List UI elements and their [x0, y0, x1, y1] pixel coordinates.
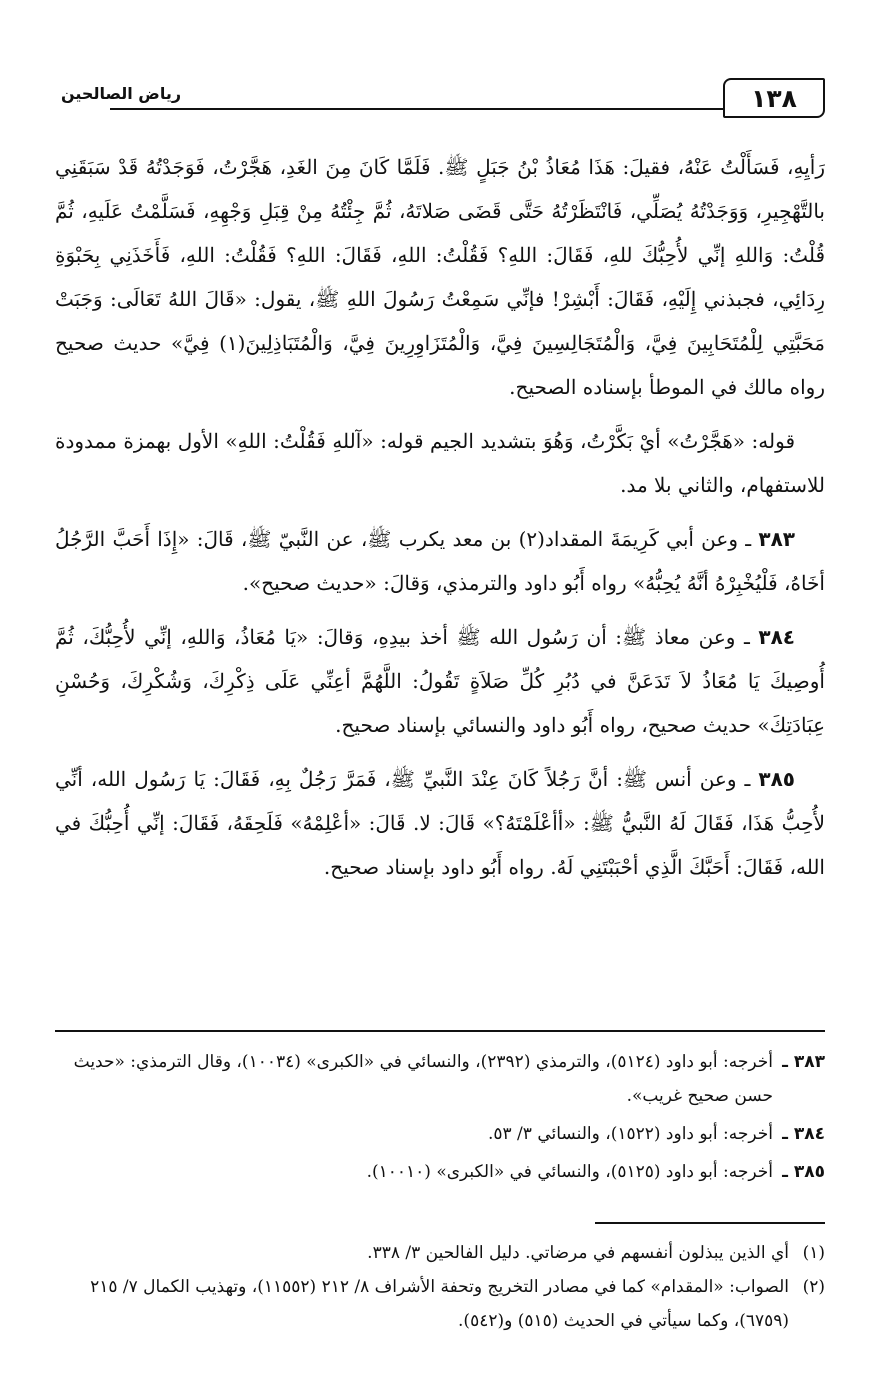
- commentary-paragraph: قوله: «هَجَّرْتُ» أيْ بَكَّرْتُ، وَهُوَ بتشديد الجيم قوله: «آللهِ فَقُلْتُ: اللهِ» الأول بهمزة ممدودة للاستفهام، والثاني بلا مد.: [55, 429, 825, 497]
- hadith-text: ـ وعن أنس ﷺ: أنَّ رَجُلاً كَانَ عِنْدَ النَّبيِّ ﷺ، فَمَرَّ رَجُلٌ بِهِ، فَقَالَ: يَا رَسُول الله، أنِّي لأُحِبُّ هَذَا، فَقَالَ لَهُ النَّبيُّ ﷺ: «أأعْلَمْتَهُ؟» قَالَ: لا. قَالَ: «أعْلِمْهُ» فَلَحِقَهُ، فَقَالَ: إنِّي أُحِبُّكَ في الله، فَقَالَ: أَحَبَّكَ الَّذِي أحْبَبْتَنِي لَهُ. رواه أَبُو داود بإسناد صحيح.: [55, 767, 825, 879]
- hadith-number: ٣٨٣: [758, 527, 795, 551]
- takhrij-item: [55, 1045, 825, 1113]
- hadith-383: [55, 517, 825, 605]
- takhrij-item: [55, 1117, 825, 1151]
- takhrij-number: ٣٨٤ ـ: [782, 1124, 825, 1144]
- takhrij-number: ٣٨٥ ـ: [782, 1162, 825, 1182]
- running-title: رياض الصالحين: [55, 84, 187, 103]
- takhrij-item: [55, 1155, 825, 1189]
- hadith-number: ٣٨٤: [758, 625, 795, 649]
- footnote-item: [55, 1270, 825, 1338]
- footnote-text: الصواب: «المقدام» كما في مصادر التخريج وتحفة الأشراف ٨/ ٢١٢ (١١٥٥٢)، وتهذيب الكمال ٧/ ٢١٥ (٦٧٥٩)، وكما سيأتي في الحديث (٥١٥) و(٥٤٢).: [90, 1277, 789, 1331]
- hadith-382-continuation: رَأيِهِ، فَسَأَلْتُ عَنْهُ، فقيلَ: هَذَا مُعَاذُ بْنُ جَبَلٍ ﷺ. فَلَمَّا كَانَ مِنَ الغَدِ، هَجَّرْتُ، فَوَجَدْتُهُ قَدْ سَبَقَنِي بالتَّهْجِيرِ، وَوَجَدْتُهُ يُصَلِّي، فَانْتَظَرْتُهُ حَتَّى قَضَى صَلاتَهُ، ثُمَّ جِئْتُهُ مِنْ قِبَلِ وَجْهِهِ، فَسَلَّمْتُ عَلَيهِ، ثُمَّ قُلْتُ: وَاللهِ إنِّي لأُحِبُّكَ للهِ، فَقَالَ: اللهِ؟ فَقُلْتُ: اللهِ، فَقَالَ: اللهِ؟ فَقُلْتُ: اللهِ، فَأَخَذَنِي بِحَبْوَةِ رِدَائِي، فجبذني إِلَيْهِ، فَقَالَ: أَبْشِرْ! فإنِّي سَمِعْتُ رَسُولَ اللهِ ﷺ، يقول: «قَالَ اللهُ تَعَالَى: وَجَبَتْ مَحَبَّتِي لِلْمُتَحَابِينَ فِيَّ، وَالْمُتَجَالِسِينَ فِيَّ، وَالْمُتَزَاوِرِينَ فِيَّ، وَالْمُتَبَاذِلِينَ(١) فِيَّ» حديث صحيح رواه مالك في الموطأ بإسناده الصحيح.: [55, 155, 826, 399]
- takhrij-number: ٣٨٣ ـ: [782, 1052, 825, 1072]
- takhrij-section: [55, 1045, 825, 1193]
- page-header: [55, 78, 825, 120]
- takhrij-separator: [55, 1030, 825, 1032]
- page-number: ١٣٨: [723, 78, 825, 118]
- takhrij-text: أخرجه: أبو داود (٥١٢٤)، والترمذي (٢٣٩٢)، والنسائي في «الكبرى» (١٠٠٣٤)، وقال الترمذي: «حديث حسن صحيح غريب».: [73, 1052, 773, 1106]
- footnote-item: [55, 1236, 825, 1270]
- main-text: [55, 145, 825, 899]
- hadith-text: ـ وعن أبي كَرِيمَةَ المقداد(٢) بن معد يكرب ﷺ، عن النَّبيّ ﷺ، قَالَ: «إِذَا أَحَبَّ الرَّجُلُ أخَاهُ، فَلْيُخْبِرْهُ أنَّهُ يُحِبُّهُ» رواه أَبُو داود والترمذي، وَقالَ: «حديث صحيح».: [55, 527, 825, 595]
- takhrij-text: أخرجه: أبو داود (١٥٢٢)، والنسائي ٣/ ٥٣.: [487, 1124, 773, 1144]
- takhrij-text: أخرجه: أبو داود (٥١٢٥)، والنسائي في «الكبرى» (١٠٠١٠).: [366, 1162, 773, 1182]
- hadith-385: [55, 757, 825, 889]
- hadith-number: ٣٨٥: [758, 767, 795, 791]
- footnotes-section: [55, 1236, 825, 1338]
- hadith-384: [55, 615, 825, 747]
- footnote-text: أي الذين يبذلون أنفسهم في مرضاتي. دليل الفالحين ٣/ ٣٣٨.: [367, 1243, 789, 1263]
- footnote-number: (٢): [802, 1277, 825, 1297]
- footnote-number: (١): [802, 1243, 825, 1263]
- footnote-separator: [595, 1222, 825, 1224]
- hadith-text: ـ وعن معاذ ﷺ: أن رَسُول الله ﷺ أخذ بيدِهِ، وَقالَ: «يَا مُعَاذُ، وَاللهِ، إنِّي لأُحِبُّكَ، ثُمَّ أُوصِيكَ يَا مُعَاذُ لاَ تَدَعَنَّ في دُبُرِ كُلِّ صَلاَةٍ تَقُولُ: اللَّهُمَّ أعِنِّي عَلَى ذِكْرِكَ، وَشُكْرِكَ، وَحُسْنِ عِبَادَتِكَ» حديث صحيح، رواه أَبُو داود والنسائي بإسناد صحيح.: [55, 625, 825, 737]
- header-rule: [110, 108, 825, 110]
